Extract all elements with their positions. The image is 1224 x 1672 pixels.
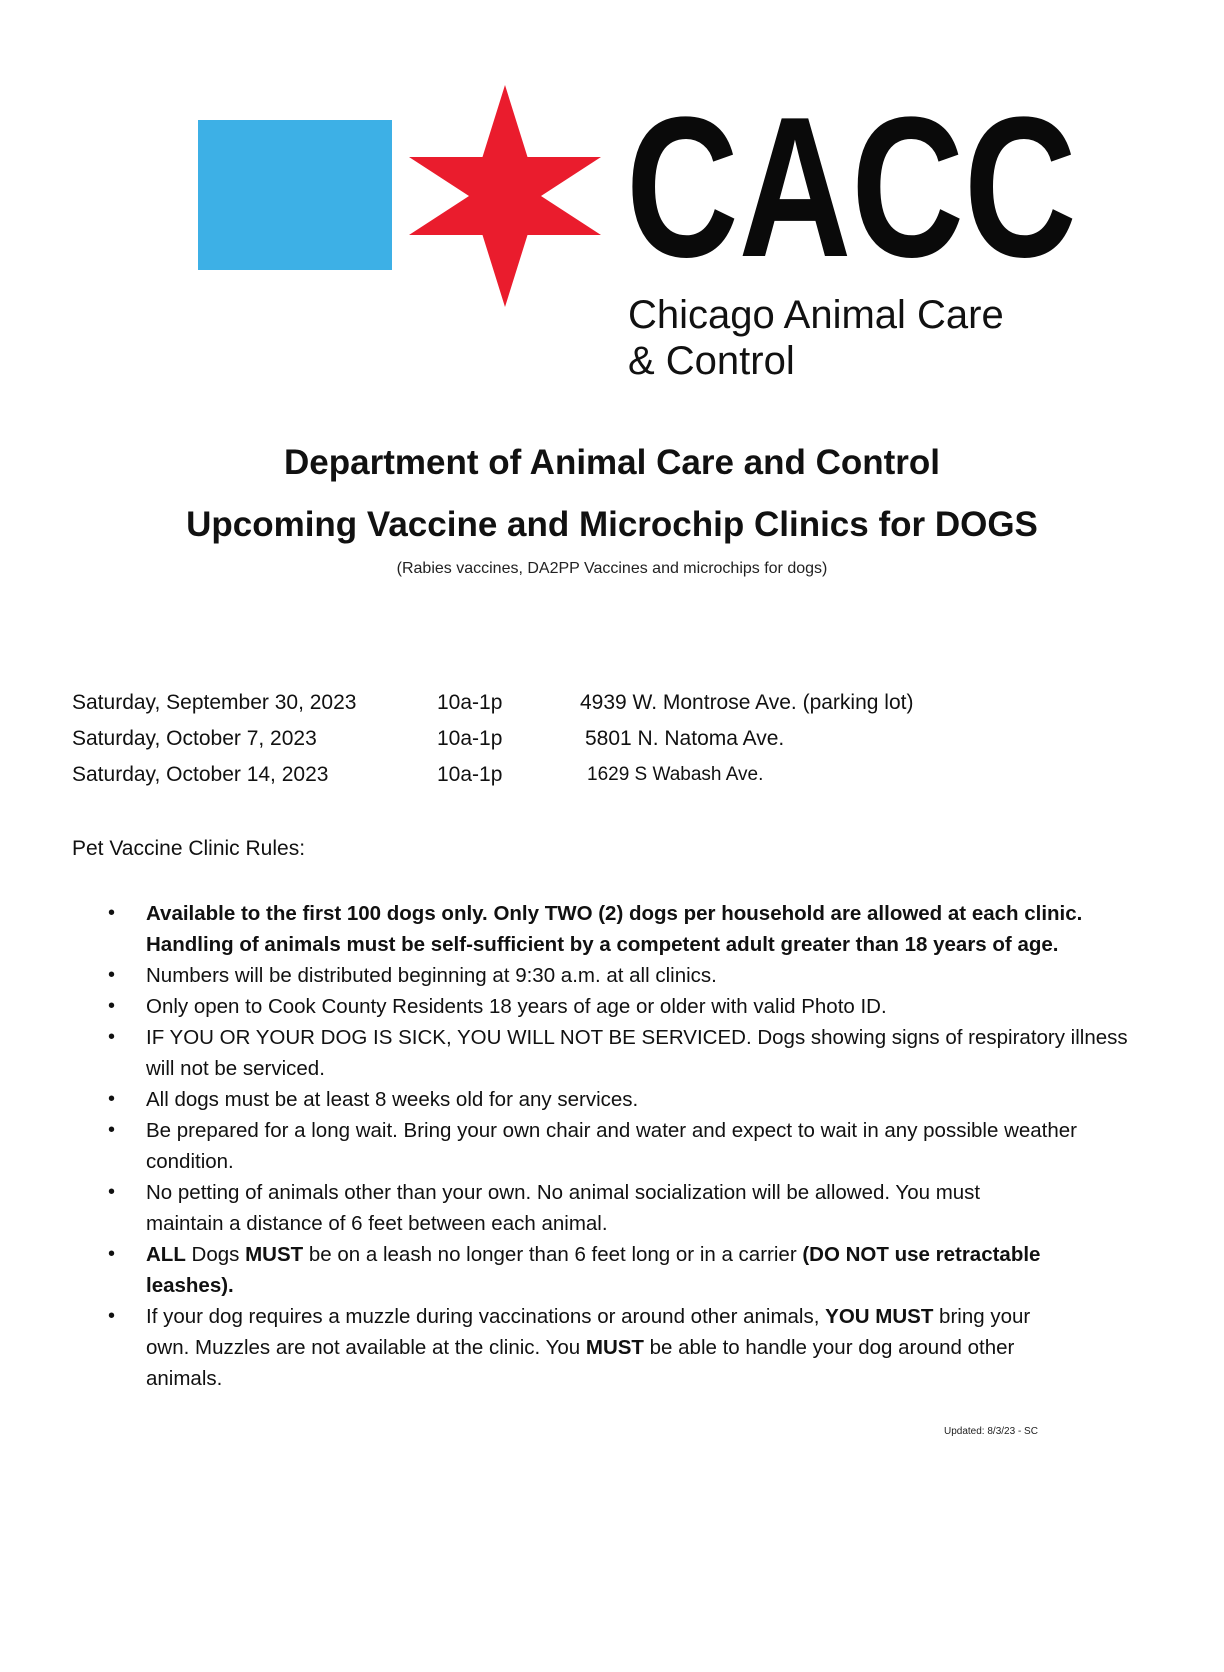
schedule-time: 10a-1p: [437, 763, 503, 786]
rule-item: [72, 1022, 1182, 1084]
rule-text-bold: leashes).: [146, 1274, 234, 1297]
schedule-row: [72, 726, 1172, 762]
rule-item: [72, 991, 1182, 1022]
rule-text: will not be serviced.: [146, 1057, 325, 1080]
schedule-time: 10a-1p: [437, 727, 503, 750]
rule-text: maintain a distance of 6 feet between each animal.: [146, 1212, 608, 1235]
bullet-icon: •: [108, 964, 116, 986]
schedule-location: 5801 N. Natoma Ave.: [585, 727, 785, 750]
bullet-icon: •: [108, 1088, 116, 1110]
bullet-icon: •: [108, 1305, 116, 1327]
schedule-time: 10a-1p: [437, 691, 503, 714]
logo-red-star-icon: [405, 85, 605, 307]
rule-item: [72, 1301, 1182, 1394]
rules-list: [72, 898, 1182, 1394]
rule-text-bold: (DO NOT use retractable: [802, 1243, 1041, 1266]
rule-text: No petting of animals other than your own. No animal socialization will be allowed. You must: [146, 1181, 981, 1204]
rule-text-bold: YOU MUST: [825, 1305, 934, 1328]
bullet-icon: •: [108, 995, 116, 1017]
page-title-line2: Upcoming Vaccine and Microchip Clinics for DOGS: [186, 505, 1038, 544]
rule-item: [72, 1115, 1182, 1177]
rule-text: be able to handle your dog around other: [643, 1336, 1015, 1359]
bullet-icon: •: [108, 1026, 116, 1048]
rule-text-bold: MUST: [245, 1243, 304, 1266]
logo-subtitle-line2: & Control: [628, 339, 795, 383]
rule-text: be on a leash no longer than 6 feet long or in a carrier: [303, 1243, 803, 1266]
schedule-date: Saturday, October 7, 2023: [72, 727, 317, 750]
rule-text: Numbers will be distributed beginning at 9:30 a.m. at all clinics.: [146, 964, 717, 987]
rule-text: bring your: [933, 1305, 1031, 1328]
bullet-icon: •: [108, 1243, 116, 1265]
rule-item: [72, 1177, 1182, 1239]
rule-item: [72, 898, 1182, 960]
logo-wordmark: CACC: [626, 76, 1077, 299]
logo-blue-square: [198, 120, 392, 270]
schedule-row: [72, 690, 1172, 726]
schedule-location: 1629 S Wabash Ave.: [587, 764, 764, 785]
rule-text: Dogs: [185, 1243, 246, 1266]
rule-text: IF YOU OR YOUR DOG IS SICK, YOU WILL NOT BE SERVICED. Dogs showing signs of respiratory illness: [146, 1026, 1128, 1049]
rule-text-bold: ALL: [146, 1243, 186, 1266]
bullet-icon: •: [108, 902, 116, 924]
rule-text: animals.: [146, 1367, 223, 1390]
bullet-icon: •: [108, 1181, 116, 1203]
rule-text: Available to the first 100 dogs only. Only TWO (2) dogs per household are allowed at each clinic.: [146, 902, 1083, 925]
schedule-date: Saturday, October 14, 2023: [72, 763, 329, 786]
rules-heading: Pet Vaccine Clinic Rules:: [72, 837, 306, 860]
bullet-icon: •: [108, 1119, 116, 1141]
logo-subtitle: [628, 292, 1004, 384]
rule-text: Be prepared for a long wait. Bring your own chair and water and expect to wait in any possible weather: [146, 1119, 1077, 1142]
rule-text: condition.: [146, 1150, 234, 1173]
schedule-row: [72, 762, 1172, 798]
rule-text: Handling of animals must be self-sufficient by a competent adult greater than 18 years of age.: [146, 933, 1059, 956]
page-title-line1: Department of Animal Care and Control: [284, 443, 940, 482]
rule-item: [72, 1084, 1182, 1115]
rule-text: All dogs must be at least 8 weeks old for any services.: [146, 1088, 639, 1111]
rule-text-bold: MUST: [585, 1336, 644, 1359]
rule-text: own. Muzzles are not available at the clinic. You: [146, 1336, 586, 1359]
rule-text: Only open to Cook County Residents 18 years of age or older with valid Photo ID.: [146, 995, 887, 1018]
rule-item: [72, 960, 1182, 991]
logo-subtitle-line1: Chicago Animal Care: [628, 293, 1004, 337]
schedule-location: 4939 W. Montrose Ave. (parking lot): [580, 691, 914, 714]
rule-text: If your dog requires a muzzle during vaccinations or around other animals,: [146, 1305, 826, 1328]
rule-item: [72, 1239, 1182, 1301]
clinic-schedule: [72, 690, 1172, 798]
schedule-date: Saturday, September 30, 2023: [72, 691, 357, 714]
page-subtitle: (Rabies vaccines, DA2PP Vaccines and microchips for dogs): [396, 560, 828, 577]
updated-note: Updated: 8/3/23 - SC: [944, 1426, 1038, 1437]
